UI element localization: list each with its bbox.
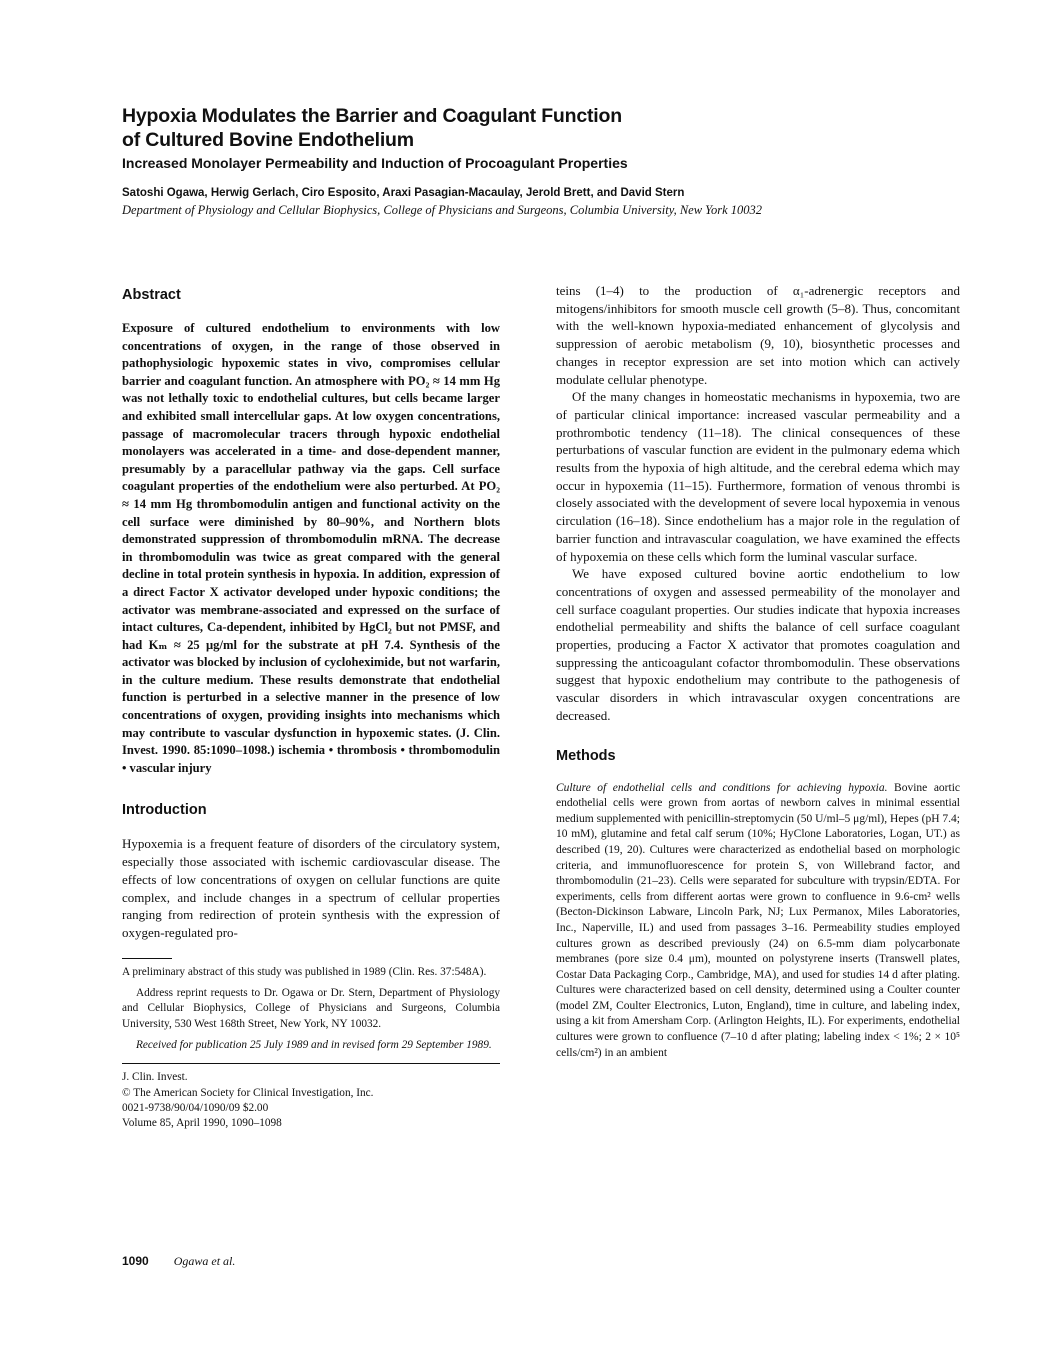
page-footer (122, 1254, 235, 1269)
methods-paragraph (556, 781, 960, 1062)
methods-text: Bovine aortic endothelial cells were grown from aortas of newborn calves in minimal essential medium supplemented with penicillin-streptomycin (50 U/ml–5 μg/ml), Hepes (pH 7.4; 10 mM), glutamine and fetal calf serum (10%; HyClone Laboratories, Logan, UT.) as described (19, 20). Cultures were characterized as endothelial based on morphologic criteria, and immunofluorescence for protein S, von Willebrand factor, and thrombomodulin (21–23). Cells were separated for subculture with trypsin/EDTA. For experiments, cells from different aortas were grown to confluence in 9.6-cm² wells (Becton-Dickinson Labware, Lincoln Park, NJ; Lux Permanox, Miles Laboratories, Inc., Naperville, IL) and used from passages 3–16. Permeability studies employed cultures grown as described previously (24) on 6.5-mm diam polycarbonate membranes (pore size 0.4 μm), mounted on polystyrene inserts (Transwell plates, Costar Data Packaging Corp., Cambridge, MA), and used for studies 14 d after plating. Cultures were characterized based on cell density, determined using a Coulter counter (model ZM, Coulter Electronics, Luton, England), time in culture, and labeling index, using a kit from Amersham Corp. (Arlington Heights, IL). For experiments, endothelial cultures were grown to confluence (7–10 d after plating; labeling index < 1%; 2 × 10⁵ cells/cm²) in an ambient (556, 781, 960, 1059)
pubinfo-rule (122, 1063, 500, 1064)
volume-line: Volume 85, April 1990, 1090–1098 (122, 1117, 282, 1130)
introduction-paragraph: Hypoxemia is a frequent feature of disorders of the circulatory system, especially those associated with ischemic cardiovascular disease. The effects of low concentrations of oxygen on cellular functions are quite complex, and include changes in a spectrum of cellular properties ranging from redirection of protein synthesis with the expression of oxygen-regulated pro- (122, 836, 500, 940)
footnote-rule (122, 958, 172, 959)
page-number: 1090 (122, 1254, 149, 1268)
article-subtitle: Increased Monolayer Permeability and Induction of Procoagulant Properties (122, 155, 628, 171)
running-head: Ogawa et al. (173, 1254, 236, 1268)
affiliation: Department of Physiology and Cellular Biophysics, College of Physicians and Surgeons, Columbia University, New York 10032 (122, 203, 763, 217)
left-column (122, 282, 500, 1132)
article-code: 0021-9738/90/04/1090/09 $2.00 (122, 1101, 269, 1114)
right-column (556, 282, 960, 1061)
copyright-line: © The American Society for Clinical Investigation, Inc. (122, 1086, 374, 1099)
article-header (122, 104, 922, 218)
body-paragraph-2: Of the many changes in homeostatic mechanisms in hypoxemia, two are of particular clinical importance: increased vascular permeability and a prothrombotic tendency (11–18). The clinical consequences of these perturbations of vascular function are evident in the pulmonary edema which results from the hypoxia of high altitude, and the cerebral edema which may occur in hypoxemia (11–15). Furthermore, formation of venous thrombi is closely associated with the development of severe local hypoxemia in venous circulation (16–18). Since endothelium has a major role in the regulation of barrier function and intravascular coagulation, we have examined the effects of hypoxemia on these cells which form the luminal vascular surface. (556, 389, 960, 564)
article-title (122, 104, 922, 152)
title-line-1: Hypoxia Modulates the Barrier and Coagulant Function (122, 105, 622, 127)
abstract-text: Exposure of cultured endothelium to environments with low concentrations of oxygen, in the range of those observed in pathophysiologic hypoxemic states in vivo, compromises cellular barrier and coagulant function. An atmosphere with PO₂ ≈ 14 mm Hg was not lethally toxic to endothelial cultures, but cells became larger and exhibited small intercellular gaps. At low oxygen concentrations, passage of macromolecular tracers through hypoxic endothelial monolayers was accelerated in a time- and dose-dependent manner, presumably by a paracellular pathway via the gaps. Cell surface coagulant properties of the endothelium were also perturbed. At PO₂ ≈ 14 mm Hg thrombomodulin antigen and functional activity on the cell surface were diminished by 80–90%, and Northern blots demonstrated suppression of thrombomodulin mRNA. The decrease in thrombomodulin was twice as great compared with the general decline in total protein synthesis in hypoxia. In addition, expression of a direct Factor X activator developed under hypoxic conditions; the activator was membrane-associated and expressed on the surface of intact cultures, Ca-dependent, inhibited by HgCl₂ but not PMSF, and had Kₘ ≈ 25 μg/ml for the substrate at pH 7.4. Synthesis of the activator was blocked by inclusion of cycloheximide, but not warfarin, in the culture medium. These results demonstrate that endothelial function is perturbed in a selective manner in the presence of low concentrations of oxygen, providing insights into mechanisms which may contribute to vascular dysfunction in hypoxemic states. (J. Clin. Invest. 1990. 85:1090–1098.) ischemia • thrombosis • thrombomodulin • vascular injury (122, 321, 500, 775)
footnote-preliminary: A preliminary abstract of this study was published in 1989 (Clin. Res. 37:548A). (122, 965, 487, 978)
body-paragraph-3: We have exposed cultured bovine aortic endothelium to low concentrations of oxygen and assessed permeability of the monolayer and cell surface coagulant properties. Our studies indicate that hypoxia increases endothelial permeability and shifts the balance of cell surface coagulant properties, producing a Factor X activator that promotes coagulation and suppressing the anticoagulant cofactor thrombomodulin. These observations suggest that hypoxic endothelium may contribute to the pathogenesis of vascular disorders in which intravascular oxygen concentrations are decreased. (556, 566, 960, 723)
introduction-heading: Introduction (122, 802, 207, 819)
methods-subheading: Culture of endothelial cells and conditions for achieving hypoxia. (556, 781, 888, 794)
author-list: Satoshi Ogawa, Herwig Gerlach, Ciro Esposito, Araxi Pasagian-Macaulay, Jerold Brett, and David Stern (122, 187, 685, 199)
footnote-reprints: Address reprint requests to Dr. Ogawa or Dr. Stern, Department of Physiology and Cellular Biophysics, College of Physicians and Surgeons, Columbia University, 530 West 168th Street, New York, NY 10032. (122, 986, 500, 1030)
title-line-2: of Cultured Bovine Endothelium (122, 129, 414, 151)
footnote-received: Received for publication 25 July 1989 and in revised form 29 September 1989. (136, 1038, 492, 1051)
methods-heading: Methods (556, 747, 616, 764)
abstract-heading: Abstract (122, 287, 181, 303)
body-paragraph-1: teins (1–4) to the production of α₁-adrenergic receptors and mitogens/inhibitors for smooth muscle cell growth (5–8). Thus, concomitant with the well-known hypoxia-mediated enhancement of glycolysis and suppression of aerobic metabolism (9, 10), biosynthetic processes and changes in receptor expression are set into motion which can actively modulate cellular phenotype. (556, 283, 960, 387)
journal-name: J. Clin. Invest. (122, 1071, 188, 1084)
